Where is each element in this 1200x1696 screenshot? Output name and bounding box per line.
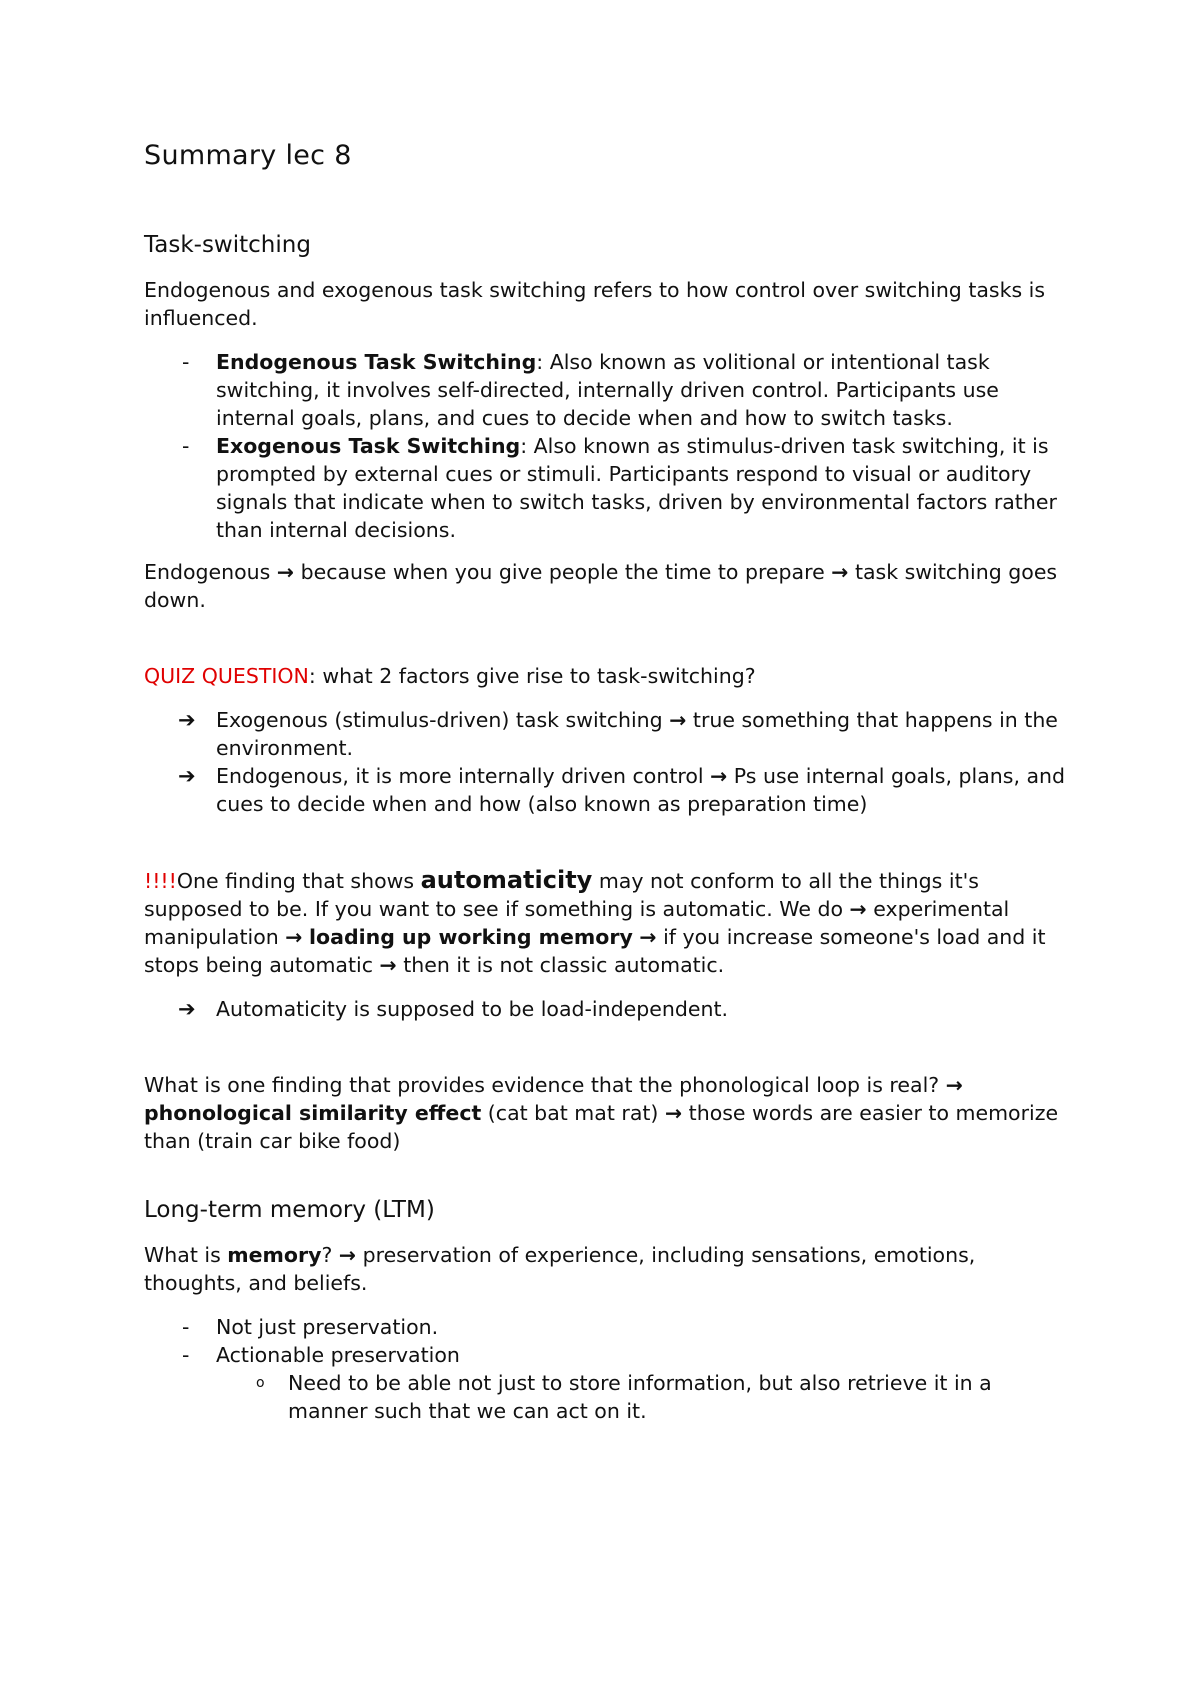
endogenous-note	[144, 558, 1074, 614]
arrow-icon: →	[285, 925, 303, 949]
dash-marker: -	[182, 350, 190, 374]
arrow-icon: →	[945, 1073, 963, 1097]
text-span: because when you give people the time to prepare	[294, 560, 832, 584]
quiz-answer-exogenous	[144, 706, 1074, 762]
arrow-bullet-icon: ➔	[178, 764, 196, 788]
section-heading-task-switching: Task-switching	[144, 232, 311, 258]
text-span: Exogenous (stimulus-driven) task switching	[216, 708, 670, 732]
definition-exogenous: : Also known as stimulus-driven task switching, it is prompted by external cues or stimuli. Participants respond to visual or auditory signals that indicate when to switch tasks, driven by environmental factors rather than internal decisions.	[216, 434, 1057, 542]
text-span: experimental manipulation	[144, 897, 1010, 949]
term-exogenous: Exogenous Task Switching	[216, 434, 521, 458]
automaticity-bullet	[144, 995, 1074, 1023]
quiz-question	[144, 662, 1074, 690]
arrow-icon: →	[849, 897, 867, 921]
arrow-icon: →	[669, 708, 687, 732]
text-span: task switching goes down.	[144, 560, 1058, 612]
document-page	[144, 138, 1074, 1439]
text-span: What is one finding that provides evidence that the phonological loop is real?	[144, 1073, 946, 1097]
term-endogenous: Endogenous Task Switching	[216, 350, 537, 374]
arrow-icon: →	[379, 953, 397, 977]
list-item-endogenous	[144, 348, 1074, 432]
list-item-exogenous	[144, 432, 1074, 544]
arrow-icon: →	[338, 1243, 357, 1267]
arrow-icon: →	[276, 560, 295, 584]
text-span: then it is not classic automatic.	[396, 953, 725, 977]
term-memory: memory	[227, 1243, 322, 1267]
text-span: if you increase someone's load and it stops being automatic	[144, 925, 1046, 977]
text-span: Actionable preservation	[216, 1343, 460, 1367]
arrow-bullet-icon: ➔	[178, 997, 196, 1021]
circle-bullet-icon: o	[256, 1375, 265, 1391]
dash-marker: -	[182, 1315, 190, 1339]
automaticity-list	[144, 995, 1074, 1023]
dash-marker: -	[182, 1343, 190, 1367]
quiz-question-text: : what 2 factors give rise to task-switching?	[308, 664, 756, 688]
text-span: Need to be able not just to store information, but also retrieve it in a manner such that we can act on it.	[288, 1371, 992, 1423]
section-heading-ltm: Long-term memory (LTM)	[144, 1197, 435, 1223]
text-span: preservation of experience, including sensations, emotions, thoughts, and beliefs.	[144, 1243, 976, 1295]
arrow-icon: →	[710, 764, 728, 788]
text-span: Ps use internal goals, plans, and cues to decide when and how (also known as preparation time)	[216, 764, 1066, 816]
ltm-list	[144, 1313, 1074, 1425]
task-switching-list	[144, 348, 1074, 544]
text-span: true something that happens in the environment.	[216, 708, 1058, 760]
quiz-answer-endogenous	[144, 762, 1074, 818]
text-span: Endogenous	[144, 560, 277, 584]
exclamation-marks: !!!!	[144, 869, 177, 893]
arrow-icon: →	[664, 1101, 683, 1125]
phonological-paragraph	[144, 1071, 1074, 1155]
text-span: (cat bat mat rat)	[481, 1101, 665, 1125]
text-span: One finding that shows	[176, 869, 421, 893]
text-span: What is	[144, 1243, 228, 1267]
term-automaticity: automaticity	[420, 866, 593, 894]
dash-marker: -	[182, 434, 190, 458]
quiz-label: QUIZ QUESTION	[144, 664, 309, 688]
quiz-answer-list	[144, 706, 1074, 818]
definition-endogenous: : Also known as volitional or intentional task switching, it involves self-directed, internally driven control. Participants use internal goals, plans, and cues to decide when and how to switch tasks.	[216, 350, 999, 430]
text-span: ?	[321, 1243, 339, 1267]
sublist-item	[216, 1369, 1074, 1425]
list-item-actionable-preservation	[144, 1341, 1074, 1425]
term-loading-working-memory: loading up working memory	[309, 925, 633, 949]
list-item-not-just-preservation	[144, 1313, 1074, 1341]
term-phonological-similarity-effect: phonological similarity effect	[144, 1101, 482, 1125]
memory-definition	[144, 1241, 1074, 1297]
text-span: Endogenous, it is more internally driven control	[216, 764, 711, 788]
automaticity-paragraph	[144, 866, 1074, 979]
text-span: Automaticity is supposed to be load-independent.	[216, 997, 729, 1021]
arrow-icon: →	[831, 560, 849, 584]
text-span: Not just preservation.	[216, 1315, 439, 1339]
arrow-bullet-icon: ➔	[178, 708, 196, 732]
ltm-sublist	[216, 1369, 1074, 1425]
text-span: those words are easier to memorize than (train car bike food)	[144, 1101, 1059, 1153]
text-span: may not conform to all the things it's supposed to be. If you want to see if something is automatic. We do	[144, 869, 979, 921]
document-title: Summary lec 8	[144, 140, 352, 171]
arrow-icon: →	[639, 925, 657, 949]
intro-paragraph: Endogenous and exogenous task switching refers to how control over switching tasks is influenced.	[144, 278, 1046, 330]
